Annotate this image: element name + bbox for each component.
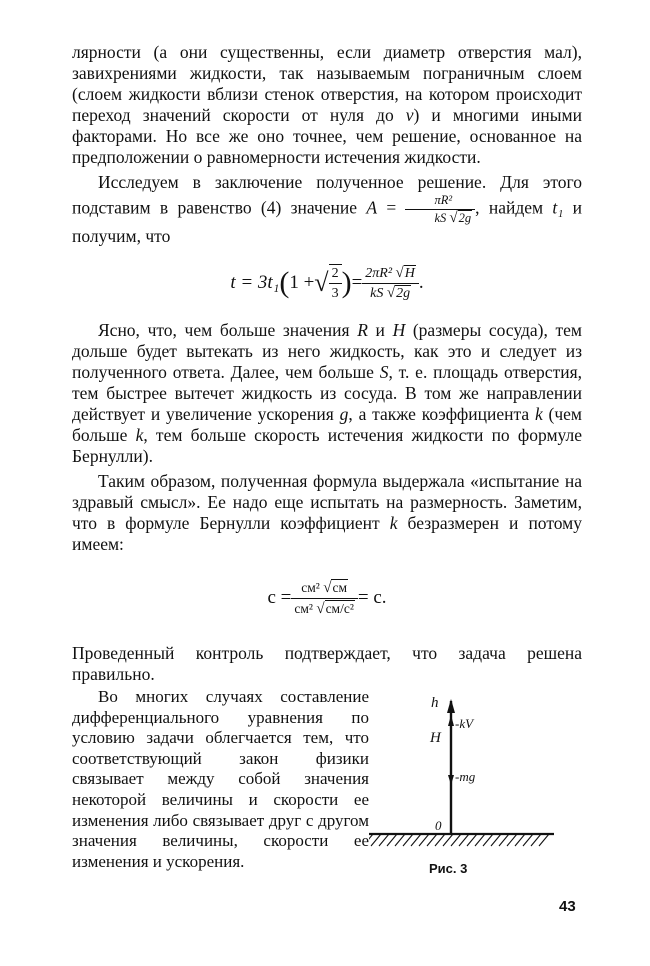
label-zero: 0 [435,818,442,833]
paragraph-2: Исследуем в заключение полученное решение. Для этого подставим в равенство (4) значение A = $\frac{\text{πR²}}{kS √2g}$ , найдем t₁ и получим, что [72,172,582,246]
paragraph-4: Таким образом, полученная формула выдержала «испытание на здравый смысл». Ее надо еще испытать на размерность. Заметим, что в формуле Бернулли коэффициент k безразмерен и потому имеем: [72,471,582,554]
paragraph-3: Ясно, что, чем больше значения R и H (размеры сосуда), тем дольше будет вытекать из него жидкость, как это и следует из полученного ответа. Далее, чем больше S, т. е. площадь отверстия, тем быстрее вытечет жидкость из сосуда. В том же направлении действует и увеличение ускорения g, а также коэффициента k (чем больше k, тем больше скорость истечения жидкости по формуле Бернулли). [72,320,583,466]
label-mg: -mg [455,769,476,784]
axis-arrowhead [447,699,455,713]
label-h: h [431,695,439,711]
formula-dimension: c = $\frac{\text{см² √см}}{\text{см² √см/с²}}$ = c. [267,579,387,617]
drag-arrow-icon [448,715,454,726]
page-number: 43 [559,898,576,915]
page-body [72,42,583,876]
formula-time: t = 3t₁ ( 1 + √ $\frac{2}{3}$ ) = $\frac{\text{2πR² √H}}{kS √2g}$ . [230,264,424,301]
bottom-section [72,687,582,876]
paragraph-6: Во многих случаях составление дифференциального уравнения по условию задачи облегчается тем, что соответствующий закон физики связывает между собой значения некоторой величины и скорости ее изменения либо связывает друг с другом значения величины, скорости ее изменения и ускорения. [72,687,369,871]
gravity-arrow-icon [448,775,454,785]
figure-caption: Рис. 3 [429,861,468,876]
figure-3 [369,687,582,876]
label-H: H [430,730,441,746]
label-kv: -kV [455,716,474,731]
inline-fraction-a: $\frac{\text{πR²}}{kS √2g}$ [405,193,475,226]
paragraph-1: лярности (а они существенны, если диаметр отверстия мал), завихрениями жидкости, так называемым пограничным слоем (слоем жидкости вблизи стенок отверстия, на котором происходит переход значений скорости от нуля до v) и многими иными факторами. Но все же оно точнее, чем решение, основанное на предположении о равномерности истечения жидкости. [72,42,582,167]
paragraph-5: Проведенный контроль подтверждает, что задача решена правильно. [72,643,582,684]
ground-hatching [369,834,549,846]
figure-diagram [369,687,582,882]
